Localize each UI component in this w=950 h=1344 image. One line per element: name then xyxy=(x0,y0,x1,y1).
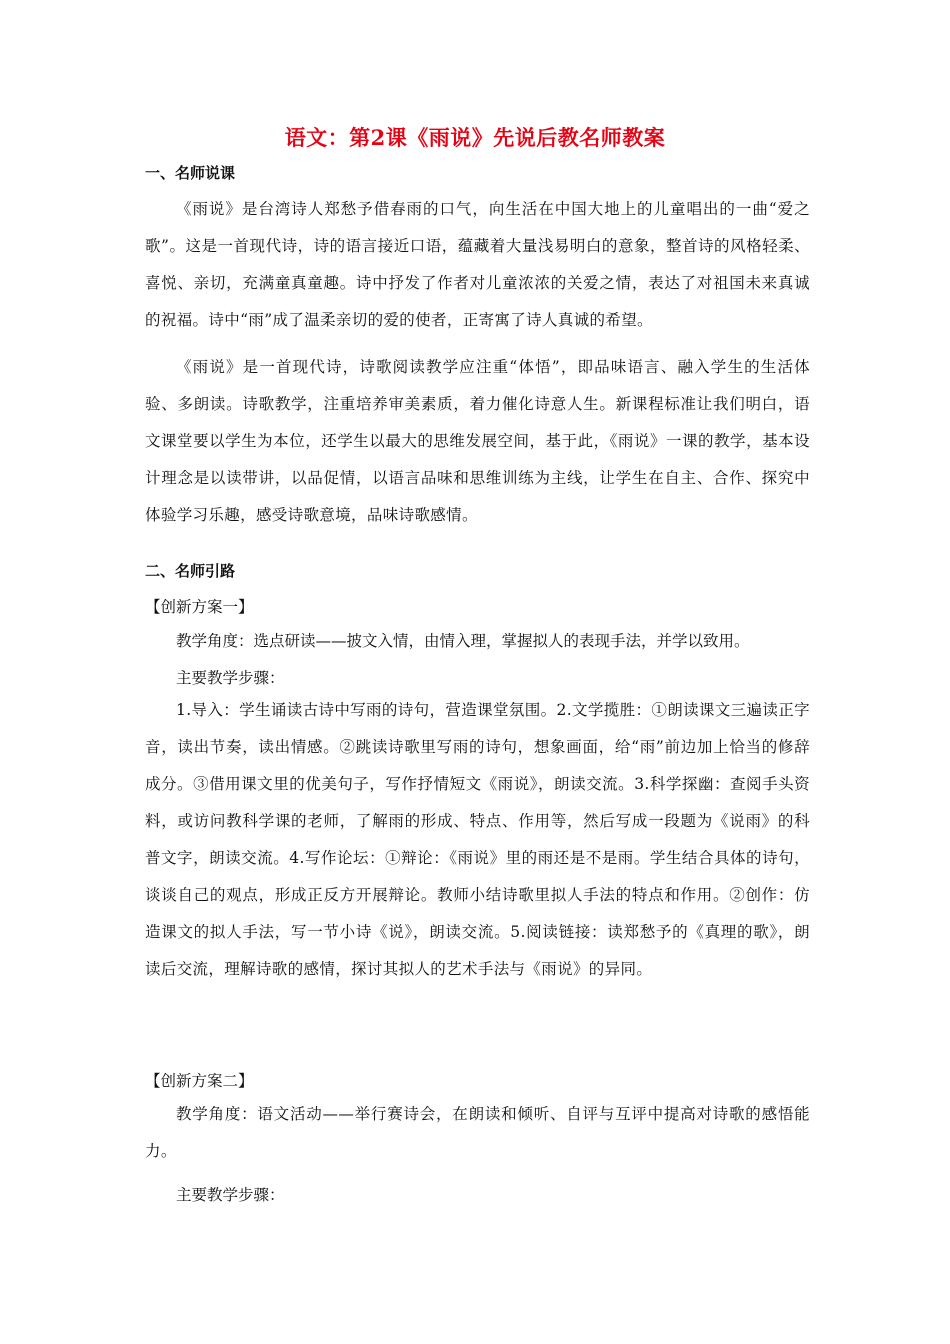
plan-one-label: 【创新方案一】 xyxy=(145,598,254,616)
plan-one-steps-label: 主要教学步骤： xyxy=(176,669,285,687)
plan-two-angle: 教学角度：语文活动——举行赛诗会，在朗读和倾听、自评与互评中提高对诗歌的感悟能力。 xyxy=(145,1105,810,1160)
document-title: 语文：第2课《雨说》先说后教名师教案 xyxy=(284,125,666,150)
section-heading-lecture: 一、名师说课 xyxy=(145,164,236,182)
plan-two-label: 【创新方案二】 xyxy=(145,1072,254,1090)
paragraph-intro: 《雨说》是台湾诗人郑愁予借春雨的口气，向生活在中国大地上的儿童唱出的一曲“爱之歌”。这是一首现代诗，诗的语言接近口语，蕴藏着大量浅易明白的意象，整首诗的风格轻柔、喜悦、亲切，充满童真童趣。诗中抒发了作者对儿童浓浓的关爱之情，表达了对祖国未来真诚的祝福。诗中“雨”成了温柔亲切的爱的使者，正寄寓了诗人真诚的希望。 xyxy=(145,200,810,329)
plan-one-angle: 教学角度：选点研读——披文入情，由情入理，掌握拟人的表现手法，并学以致用。 xyxy=(176,632,750,650)
plan-two-steps-label: 主要教学步骤： xyxy=(176,1186,285,1204)
plan-one-steps: 1.导入：学生诵读古诗中写雨的诗句，营造课堂氛围。2.文学揽胜：①朗读课文三遍读正字音，读出节奏，读出情感。②跳读诗歌里写雨的诗句，想象画面，给“雨”前边加上恰当的修辞成分。③借用课文里的优美句子，写作抒情短文《雨说》，朗读交流。3.科学探幽：查阅手头资料，或访问教科学课的老师，了解雨的形成、特点、作用等，然后写成一段题为《说雨》的科普文字，朗读交流。4.写作论坛：①辩论：《雨说》里的雨还是不是雨。学生结合具体的诗句，谈谈自己的观点，形成正反方开展辩论。教师小结诗歌里拟人手法的特点和作用。②创作：仿造课文的拟人手法，写一节小诗《说》，朗读交流。5.阅读链接：读郑愁予的《真理的歌》，朗读后交流，理解诗歌的感情，探讨其拟人的艺术手法与《雨说》的异同。 xyxy=(145,701,810,978)
section-heading-guide: 二、名师引路 xyxy=(145,562,236,580)
paragraph-design: 《雨说》是一首现代诗，诗歌阅读教学应注重“体悟”，即品味语言、融入学生的生活体验、多朗读。诗歌教学，注重培养审美素质，着力催化诗意人生。新课程标准让我们明白，语文课堂要以学生为本位，还学生以最大的思维发展空间，基于此，《雨说》一课的教学，基本设计理念是以读带讲，以品促情，以语言品味和思维训练为主线，让学生在自主、合作、探究中体验学习乐趣，感受诗歌意境，品味诗歌感情。 xyxy=(145,358,810,524)
